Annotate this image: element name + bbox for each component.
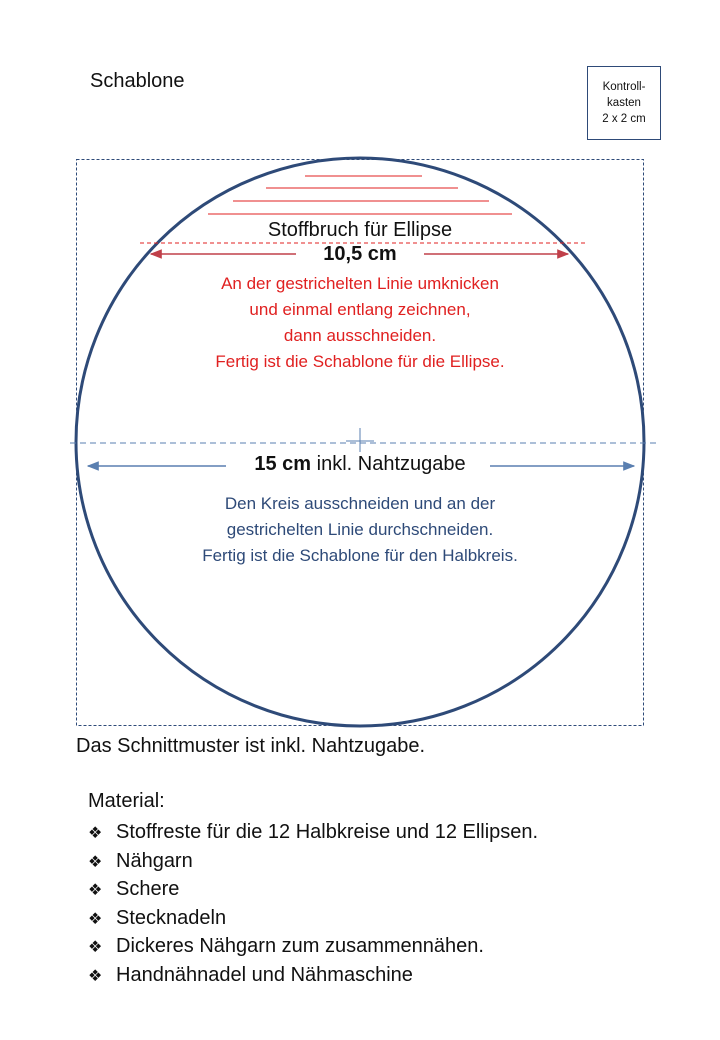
material-title: Material: [88, 790, 165, 812]
material-item-text: Stoffreste für die 12 Halbkreise und 12 Ellipsen. [116, 821, 539, 843]
material-item-text: Schere [116, 878, 180, 901]
circle-instruction-line: Fertig ist die Schablone für den Halbkreis. [202, 546, 518, 565]
circle-instructions [130, 491, 590, 569]
diamond-bullet-icon: ❖ [88, 823, 103, 842]
diamond-bullet-icon: ❖ [88, 937, 103, 957]
material-item-text: Handnähnadel und Nähmaschine [116, 963, 413, 986]
ellipse-instructions [130, 271, 590, 375]
material-item [88, 847, 538, 876]
control-box-line-3: 2 x 2 cm [602, 113, 646, 125]
circle-instruction-line: Den Kreis ausschneiden und an der [224, 494, 496, 513]
diamond-bullet-icon: ❖ [88, 851, 103, 871]
material-item-text: Stecknadeln [116, 906, 227, 929]
control-box-line-1: Kontroll- [602, 81, 646, 93]
material-item [88, 961, 538, 990]
page-title: Schablone [90, 70, 185, 92]
seam-allowance-note: Das Schnittmuster ist inkl. Nahtzugabe. [76, 735, 426, 757]
ellipse-instruction-line: Fertig ist die Schablone für die Ellipse. [215, 352, 505, 371]
ellipse-instruction-line: und einmal entlang zeichnen, [249, 300, 471, 319]
material-item [88, 818, 538, 847]
material-item [88, 904, 538, 933]
diamond-bullet-icon: ❖ [88, 880, 103, 900]
circle-dimension [230, 453, 490, 476]
material-list [88, 818, 538, 990]
diamond-bullet-icon: ❖ [88, 965, 103, 985]
circle-instruction-line: gestrichelten Linie durchschneiden. [226, 520, 494, 539]
material-item-text: Nähgarn [116, 849, 193, 872]
ellipse-dimension: 10,5 cm [323, 243, 397, 265]
diamond-bullet-icon: ❖ [88, 908, 103, 928]
material-item [88, 932, 538, 961]
fold-label: Stoffbruch für Ellipse [267, 219, 453, 241]
circle-dimension-suffix: inkl. Nahtzugabe [311, 453, 466, 475]
ellipse-instruction-line: An der gestrichelten Linie umknicken [221, 274, 499, 293]
circle-dimension-value: 15 cm [254, 453, 312, 475]
ellipse-instruction-line: dann ausschneiden. [283, 326, 437, 345]
material-item [88, 875, 538, 904]
material-item-text: Dickeres Nähgarn zum zusammennähen. [116, 935, 484, 958]
control-box-line-2: kasten [607, 97, 641, 109]
